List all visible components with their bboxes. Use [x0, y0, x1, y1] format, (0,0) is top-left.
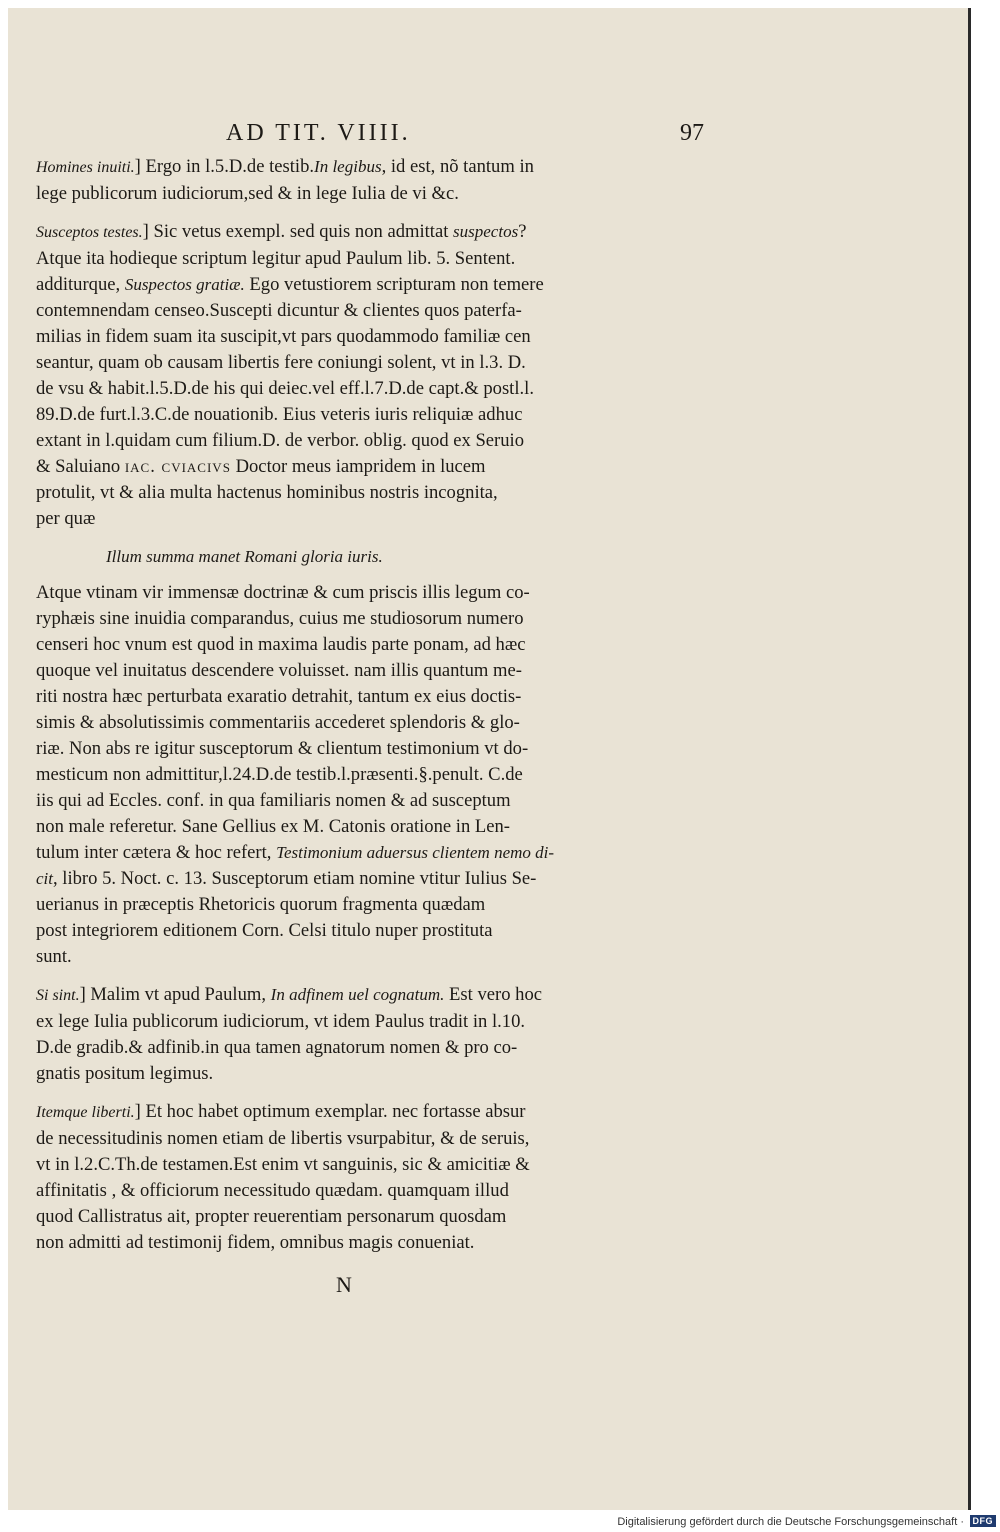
- text-run: tulum inter cætera & hoc refert,: [36, 842, 277, 863]
- text-run: iis qui ad Eccles. conf. in qua familiaris nomen & ad susceptum: [36, 790, 511, 811]
- text-run: Suspectos gratiæ.: [124, 275, 245, 294]
- text-run: ] Ergo in l.5.D.de testib.: [134, 156, 315, 177]
- text-run: ] Et hoc habet optimum exemplar. nec fortasse absur: [134, 1101, 526, 1122]
- text-line: [36, 814, 704, 840]
- paragraph: [36, 1099, 704, 1256]
- text-line: [36, 840, 704, 866]
- digitization-footer: [0, 1512, 1000, 1532]
- text-line: [36, 181, 704, 207]
- text-line: [36, 219, 704, 246]
- paragraph: [36, 982, 704, 1087]
- text-run: Atque vtinam vir immensæ doctrinæ & cum priscis illis legum co-: [36, 582, 530, 603]
- text-run: extant in l.quidam cum filium.D. de verbor. oblig. quod ex Seruio: [36, 430, 525, 451]
- text-run: & Saluiano: [36, 456, 125, 477]
- text-run: Testimonium aduersus clientem nemo di-: [276, 843, 555, 862]
- text-line: [36, 324, 704, 350]
- text-run: gnatis positum legimus.: [36, 1063, 214, 1084]
- text-run: suspectos: [453, 222, 519, 241]
- text-run: protulit, vt & alia multa hactenus hominibus nostris incognita,: [36, 482, 498, 503]
- text-run: post integriorem editionem Corn. Celsi titulo nuper prostituta: [36, 920, 493, 941]
- text-line: [36, 1178, 704, 1204]
- text-run: ] Malim vt apud Paulum,: [79, 984, 271, 1005]
- text-run: de necessitudinis nomen etiam de libertis vsurpabitur, & de seruis,: [36, 1128, 530, 1149]
- text-run: Atque ita hodieque scriptum legitur apud Paulum lib. 5. Sentent.: [36, 248, 516, 269]
- verse-quotation: Illum summa manet Romani gloria iuris.: [106, 547, 383, 566]
- paragraph: [36, 219, 704, 532]
- text-line: [36, 762, 704, 788]
- text-run: per quæ: [36, 508, 96, 529]
- commentary-block-a: [36, 154, 704, 532]
- paragraph: [36, 580, 704, 970]
- text-line: [36, 376, 704, 402]
- funding-credit: Digitalisierung gefördert durch die Deutsche Forschungsgemeinschaft ·: [617, 1516, 964, 1528]
- text-run: 89.D.de furt.l.3.C.de nouationib. Eius veteris iuris reliquiæ adhuc: [36, 404, 523, 425]
- text-run: ?: [518, 221, 527, 242]
- running-head-title: AD TIT. VIIII.: [226, 120, 411, 146]
- text-run: iac. cviacivs: [124, 456, 231, 477]
- folio-number: 97: [680, 120, 704, 146]
- text-run: sunt.: [36, 946, 72, 967]
- text-run: Est vero hoc: [444, 984, 542, 1005]
- text-line: [36, 866, 704, 892]
- text-line: [36, 684, 704, 710]
- text-run: In legibus: [314, 157, 382, 176]
- text-line: [36, 402, 704, 428]
- text-line: [36, 298, 704, 324]
- text-run: riti nostra hæc perturbata exaratio detrahit, tantum ex eius doctis-: [36, 686, 522, 707]
- text-run: uerianus in præceptis Rhetoricis quorum fragmenta quædam: [36, 894, 486, 915]
- text-line: [36, 1126, 704, 1152]
- lemma-text: Itemque liberti.: [36, 1104, 135, 1121]
- lemma-text: Homines inuiti.: [36, 159, 135, 176]
- dfg-logo: DFG: [970, 1515, 997, 1527]
- text-line: [36, 1152, 704, 1178]
- text-line: [36, 506, 704, 532]
- text-line: [36, 892, 704, 918]
- text-line: [36, 428, 704, 454]
- text-line: [36, 1061, 704, 1087]
- text-line: [36, 454, 704, 480]
- signature-mark: N: [336, 1272, 352, 1297]
- text-run: de vsu & habit.l.5.D.de his qui deiec.vel eff.l.7.D.de capt.& postl.l.: [36, 378, 534, 399]
- text-line: [36, 918, 704, 944]
- text-run: affinitatis , & officiorum necessitudo quædam. quamquam illud: [36, 1180, 509, 1201]
- text-run: Ego vetustiorem scripturam non temere: [244, 274, 544, 295]
- lemma-text: Si sint.: [36, 987, 80, 1004]
- book-page: [8, 8, 971, 1510]
- text-run: quoque vel inuitatus descendere voluisset. nam illis quantum me-: [36, 660, 522, 681]
- text-run: seantur, quam ob causam libertis fere coniungi solent, vt in l.3. D.: [36, 352, 526, 373]
- text-line: [36, 580, 704, 606]
- text-line: [36, 944, 704, 970]
- text-line: [36, 480, 704, 506]
- text-run: simis & absolutissimis commentariis accederet splendoris & glo-: [36, 712, 520, 733]
- text-line: [36, 982, 704, 1009]
- text-line: [36, 736, 704, 762]
- text-line: [36, 1204, 704, 1230]
- page-text-block: [36, 120, 704, 1298]
- text-line: [36, 1009, 704, 1035]
- text-run: non admitti ad testimonij fidem, omnibus magis conueniat.: [36, 1232, 475, 1253]
- text-line: [36, 632, 704, 658]
- text-run: , id est, nõ tantum in: [381, 156, 534, 177]
- text-run: cit: [36, 869, 53, 888]
- text-line: [36, 350, 704, 376]
- commentary-block-b: [36, 580, 704, 1256]
- text-run: milias in fidem suam ita suscipit,vt pars quodammodo familiæ cen: [36, 326, 531, 347]
- text-line: [36, 710, 704, 736]
- text-line: [36, 1035, 704, 1061]
- text-run: Doctor meus iampridem in lucem: [230, 456, 486, 477]
- text-line: [36, 606, 704, 632]
- text-run: lege publicorum iudiciorum,sed & in lege Iulia de vi &c.: [36, 183, 459, 204]
- text-run: censeri hoc vnum est quod in maxima laudis parte ponam, ad hæc: [36, 634, 526, 655]
- text-run: ryphæis sine inuidia comparandus, cuius me studiosorum numero: [36, 608, 524, 629]
- text-run: additurque,: [36, 274, 125, 295]
- paragraph: [36, 154, 704, 207]
- text-run: D.de gradib.& adfinib.in qua tamen agnatorum nomen & pro co-: [36, 1037, 518, 1058]
- text-run: non male referetur. Sane Gellius ex M. Catonis oratione in Len-: [36, 816, 511, 837]
- running-head: [36, 120, 704, 154]
- text-run: contemnendam censeo.Suscepti dicuntur & clientes quos paterfa-: [36, 300, 522, 321]
- text-line: [36, 246, 704, 272]
- text-run: ] Sic vetus exempl. sed quis non admittat: [142, 221, 454, 242]
- text-run: riæ. Non abs re igitur susceptorum & clientum testimonium vt do-: [36, 738, 529, 759]
- text-line: [36, 1230, 704, 1256]
- text-run: ex lege Iulia publicorum iudiciorum, vt idem Paulus tradit in l.10.: [36, 1011, 526, 1032]
- text-run: mesticum non admittitur,l.24.D.de testib.l.præsenti.§.penult. C.de: [36, 764, 523, 785]
- text-line: [36, 272, 704, 298]
- text-line: [36, 1099, 704, 1126]
- lemma-text: Susceptos testes.: [36, 224, 143, 241]
- text-run: vt in l.2.C.Th.de testamen.Est enim vt sanguinis, sic & amicitiæ &: [36, 1154, 530, 1175]
- text-run: In adfinem uel cognatum.: [270, 985, 445, 1004]
- text-line: [36, 788, 704, 814]
- text-line: [36, 658, 704, 684]
- text-line: [36, 154, 704, 181]
- text-run: , libro 5. Noct. c. 13. Susceptorum etiam nomine vtitur Iulius Se-: [53, 868, 537, 889]
- text-run: quod Callistratus ait, propter reuerentiam personarum quosdam: [36, 1206, 507, 1227]
